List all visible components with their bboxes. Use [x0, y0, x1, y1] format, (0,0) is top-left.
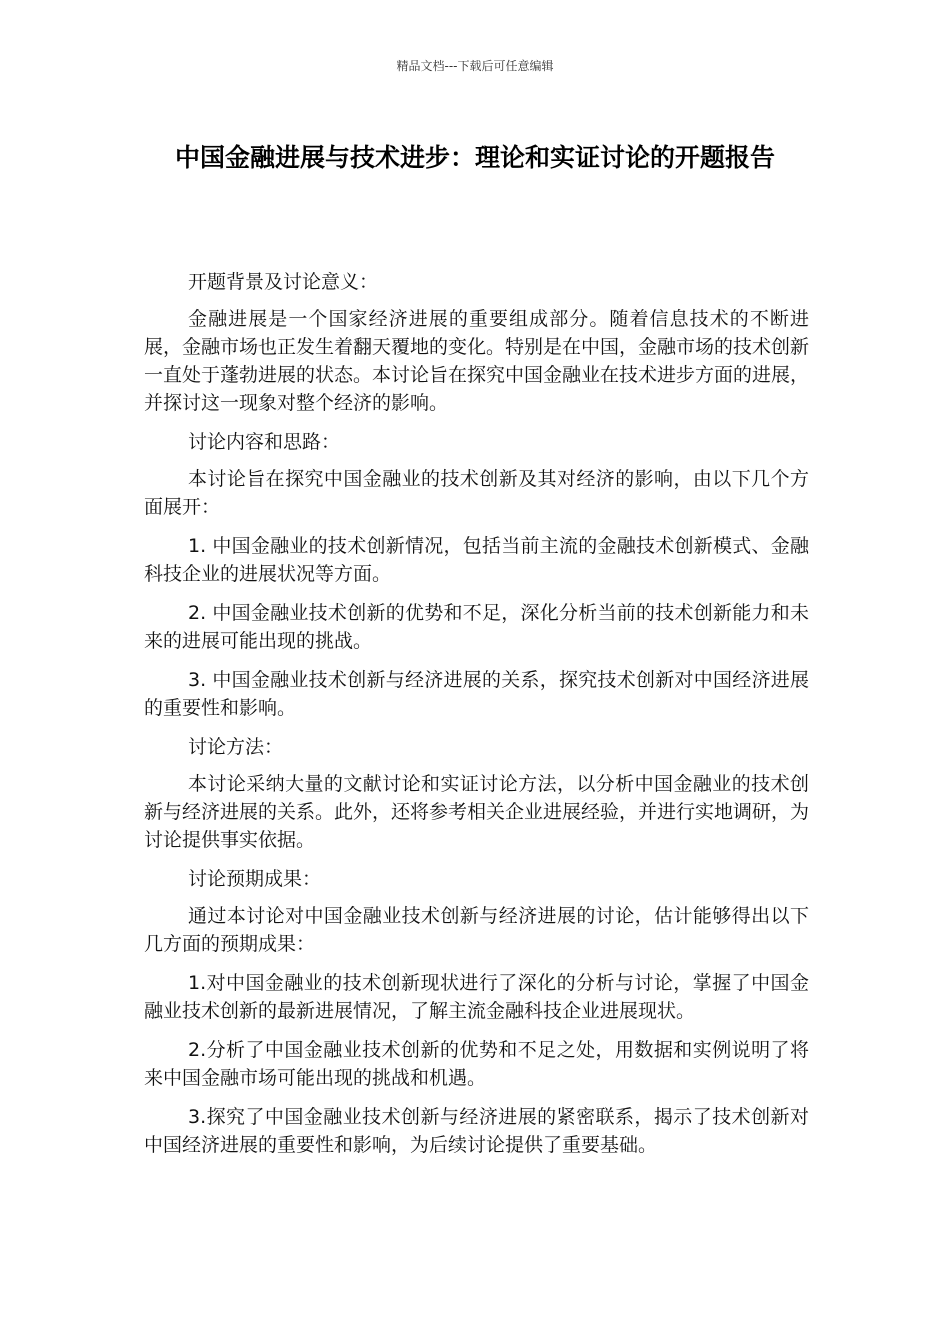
document-body: [144, 268, 809, 1170]
paragraph-background: 金融进展是一个国家经济进展的重要组成部分。随着信息技术的不断进展，金融市场也正发生着翻天覆地的变化。特别是在中国，金融市场的技术创新一直处于蓬勃进展的状态。本讨论旨在探究中国金融业在技术进步方面的进展，并探讨这一现象对整个经济的影响。: [144, 308, 810, 414]
list-item-outcome-2: 2.分析了中国金融业技术创新的优势和不足之处，用数据和实例说明了将来中国金融市场可能出现的挑战和机遇。: [144, 1039, 809, 1089]
list-item-outcome-3: 3.探究了中国金融业技术创新与经济进展的紧密联系，揭示了技术创新对中国经济进展的重要性和影响，为后续讨论提供了重要基础。: [144, 1106, 809, 1156]
section-heading-content: 讨论内容和思路：: [188, 431, 341, 453]
list-item-content-3: 3. 中国金融业技术创新与经济进展的关系，探究技术创新对中国经济进展的重要性和影响。: [144, 669, 809, 719]
paragraph-method: 本讨论采纳大量的文献讨论和实证讨论方法，以分析中国金融业的技术创新与经济进展的关系。此外，还将参考相关企业进展经验，并进行实地调研，为讨论提供事实依据。: [144, 773, 810, 851]
section-heading-outcomes: 讨论预期成果：: [188, 868, 322, 890]
paragraph-outcomes-intro: 通过本讨论对中国金融业技术创新与经济进展的讨论，估计能够得出以下几方面的预期成果：: [144, 905, 809, 955]
list-item-outcome-1: 1.对中国金融业的技术创新现状进行了深化的分析与讨论，掌握了中国金融业技术创新的最新进展情况，了解主流金融科技企业进展现状。: [144, 972, 809, 1022]
section-heading-background: 开题背景及讨论意义：: [188, 271, 379, 293]
list-item-content-1: 1. 中国金融业的技术创新情况，包括当前主流的金融技术创新模式、金融科技企业的进展状况等方面。: [144, 535, 809, 585]
document-title: 中国金融进展与技术进步：理论和实证讨论的开题报告: [174, 143, 775, 172]
paragraph-content-intro: 本讨论旨在探究中国金融业的技术创新及其对经济的影响，由以下几个方面展开：: [144, 468, 809, 518]
list-item-content-2: 2. 中国金融业技术创新的优势和不足，深化分析当前的技术创新能力和未来的进展可能出现的挑战。: [144, 602, 809, 652]
section-heading-method: 讨论方法：: [188, 736, 284, 758]
page-header: 精品文档---下载后可任意编辑: [396, 59, 554, 73]
